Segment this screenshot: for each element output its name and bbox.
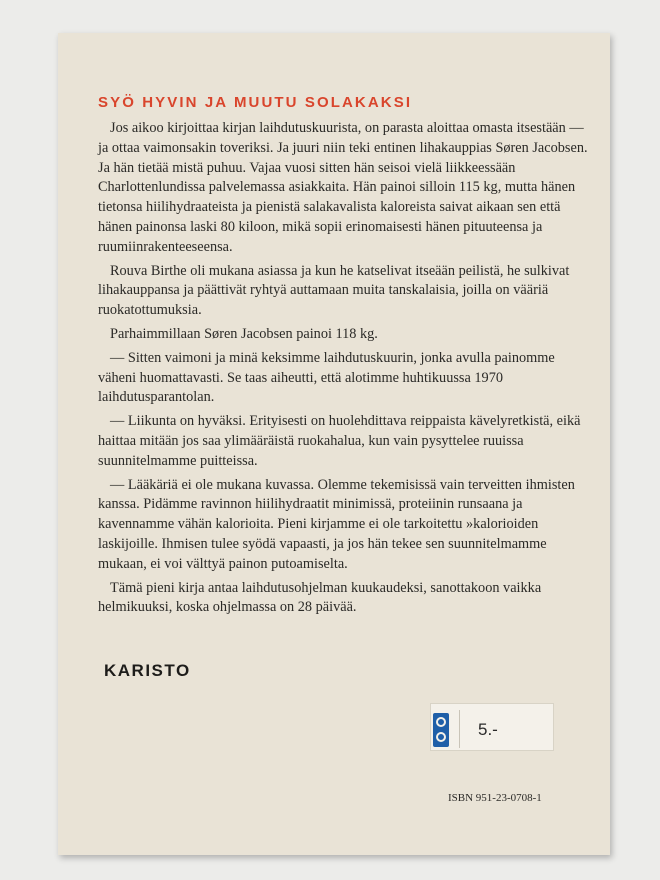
publisher-name: KARISTO: [104, 661, 191, 680]
book-back-cover: [58, 33, 610, 855]
blurb-text: [98, 119, 590, 622]
isbn-number: ISBN 951-23-0708-1: [448, 792, 542, 804]
price-label: 5.-: [478, 720, 498, 739]
blurb-paragraph: Parhaimmillaan Søren Jacobsen painoi 118 kg.: [110, 325, 378, 342]
price-sticker: [430, 703, 554, 751]
cover-heading: SYÖ HYVIN JA MUUTU SOLAKAKSI: [98, 94, 413, 111]
blurb-paragraph: — Lääkäriä ei ole mukana kuvassa. Olemme tekemisissä vain terveitten ihmisten kanssa. Pidämme ravinnon hiilihydraatit minimissä, proteiinin runsaana ja kavennamme vähän kalorioita. Pieni kirjamme ei ole tarkoitettu »kalorioiden laskijoille. Ihmisen tulee syödä vapaasti, ja jos hän tekee sen suunnitelmamme mukaan, ei voi välttyä painon putoamiselta.: [98, 476, 575, 572]
sticker-divider: [459, 710, 460, 748]
blurb-paragraph: Jos aikoo kirjoittaa kirjan laihdutuskuurista, on parasta aloittaa omasta itsestään — ja ottaa vaimonsakin toveriksi. Ja juuri niin teki entinen lihakauppias Søren Jacobsen. Ja hän tietää mistä puhuu. Vajaa vuosi sitten hän seisoi vielä liikkeessään Charlottenlundissa palvelemassa asiakkaita. Hän painoi silloin 115 kg, mutta hänen tietonsa hiilihydraateista ja pienistä salakavalista kaloreista saivat aikaan sen että hänen painonsa laski 80 kiloon, mikä sopii erinomaisesti hänen pituuteensa ja ruumiinrakenteeseensa.: [98, 120, 588, 255]
double-ring-logo-icon: [433, 713, 449, 747]
blurb-paragraph: — Sitten vaimoni ja minä keksimme laihdutuskuurin, jonka avulla painomme väheni huomattavasti. Se taas aiheutti, että alotimme huhtikuussa 1970 laihdutusparantolan.: [98, 349, 555, 406]
blurb-paragraph: — Liikunta on hyväksi. Erityisesti on huolehdittava reippaista kävelyretkistä, eikä haittaa mitään jos saa ylimääräistä ruokahalua, kun vain pysyttelee ruuissa suunnitelmamme puitteissa.: [98, 413, 581, 469]
blurb-paragraph: Rouva Birthe oli mukana asiassa ja kun he katselivat itseään peilistä, he sulkivat lihakauppansa ja päättivät ryhtyä auttamaan muita tanskalaisia, joilla on vääriä ruokatottumuksia.: [98, 262, 570, 319]
blurb-paragraph: Tämä pieni kirja antaa laihdutusohjelman kuukaudeksi, sanottakoon vaikka helmikuuksi, koska ohjelmassa on 28 päivää.: [98, 579, 542, 616]
